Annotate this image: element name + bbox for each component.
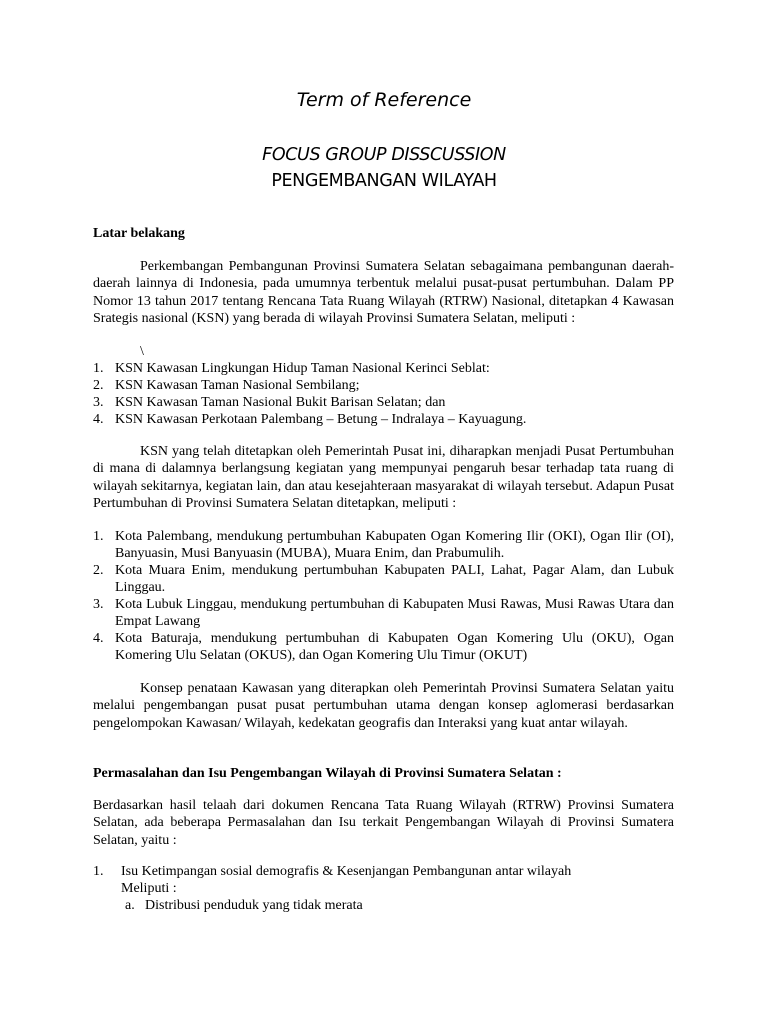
- pusat-pertumbuhan-list: [93, 528, 674, 664]
- ksn-list: [93, 360, 674, 428]
- issues-list: [93, 863, 674, 914]
- document-subtitle-1: FOCUS GROUP DISSCUSSION: [262, 145, 506, 165]
- list-item: 1. Isu Ketimpangan sosial demografis & Kesenjangan Pembangunan antar wilayah Meliputi :: [93, 864, 572, 896]
- stray-character: \: [140, 344, 144, 359]
- list-item: 4. Kota Baturaja, mendukung pertumbuhan di Kabupaten Ogan Komering Ulu (OKU), Ogan Komering Ulu Selatan (OKUS), dan Ogan Komering Ulu Timur (OKUT): [93, 631, 674, 663]
- list-item: 3. KSN Kawasan Taman Nasional Bukit Barisan Selatan; dan: [93, 395, 446, 410]
- paragraph-ksn-explanation: KSN yang telah ditetapkan oleh Pemerintah Pusat ini, diharapkan menjadi Pusat Pertumbuhan di mana di dalamnya berlangsung kegiatan yang mempunyai pengaruh besar terhadap tata ruang di wilayah sekitarnya, kegiatan lain, dan atau kesejahteraan masyarakat di wilayah tersebut. Adapun Pusat Pertumbuhan di Provinsi Sumatera Selatan ditetapkan, meliputi :: [93, 444, 674, 512]
- list-item: 4. KSN Kawasan Perkotaan Palembang – Betung – Indralaya – Kayuagung.: [93, 412, 527, 427]
- list-item: 1. KSN Kawasan Lingkungan Hidup Taman Nasional Kerinci Seblat:: [93, 361, 490, 376]
- list-item: 2. Kota Muara Enim, mendukung pertumbuhan Kabupaten PALI, Lahat, Pagar Alam, dan Lubuk Linggau.: [93, 563, 674, 595]
- list-item: 2. KSN Kawasan Taman Nasional Sembilang;: [93, 378, 360, 393]
- list-item: 1. Kota Palembang, mendukung pertumbuhan Kabupaten Ogan Komering Ilir (OKI), Ogan Ilir (OI), Banyuasin, Musi Banyuasin (MUBA), Muara Enim, dan Prabumulih.: [93, 529, 674, 561]
- paragraph-permasalahan-intro: Berdasarkan hasil telaah dari dokumen Rencana Tata Ruang Wilayah (RTRW) Provinsi Sumatera Selatan, ada beberapa Permasalahan dan Isu terkait Pengembangan Wilayah di Provinsi Sumatera Selatan, yaitu :: [93, 798, 674, 848]
- document-subtitle-2: PENGEMBANGAN WILAYAH: [271, 171, 497, 191]
- paragraph-intro: Perkembangan Pembangunan Provinsi Sumatera Selatan sebagaimana pembangunan daerah-daerah lainnya di Indonesia, pada umumnya terbentuk melalui pusat-pusat pertumbuhan. Dalam PP Nomor 13 tahun 2017 tentang Rencana Tata Ruang Wilayah (RTRW) Nasional, ditetapkan 4 Kawasan Srategis nasional (KSN) yang berada di wilayah Provinsi Sumatera Selatan, meliputi :: [93, 259, 674, 327]
- document-title: Term of Reference: [296, 89, 472, 111]
- sub-list-item: a. Distribusi penduduk yang tidak merata: [125, 898, 363, 913]
- list-item: 3. Kota Lubuk Linggau, mendukung pertumbuhan di Kabupaten Musi Rawas, Musi Rawas Utara dan Empat Lawang: [93, 597, 674, 629]
- section-heading-latar-belakang: Latar belakang: [93, 226, 185, 241]
- section-heading-permasalahan: Permasalahan dan Isu Pengembangan Wilayah di Provinsi Sumatera Selatan :: [93, 766, 562, 781]
- paragraph-konsep: Konsep penataan Kawasan yang diterapkan oleh Pemerintah Provinsi Sumatera Selatan yaitu melalui pengembangan pusat pusat pertumbuhan utama dengan konsep aglomerasi berdasarkan pengelompokan Kawasan/ Wilayah, kedekatan geografis dan Interaksi yang kuat antar wilayah.: [93, 681, 674, 731]
